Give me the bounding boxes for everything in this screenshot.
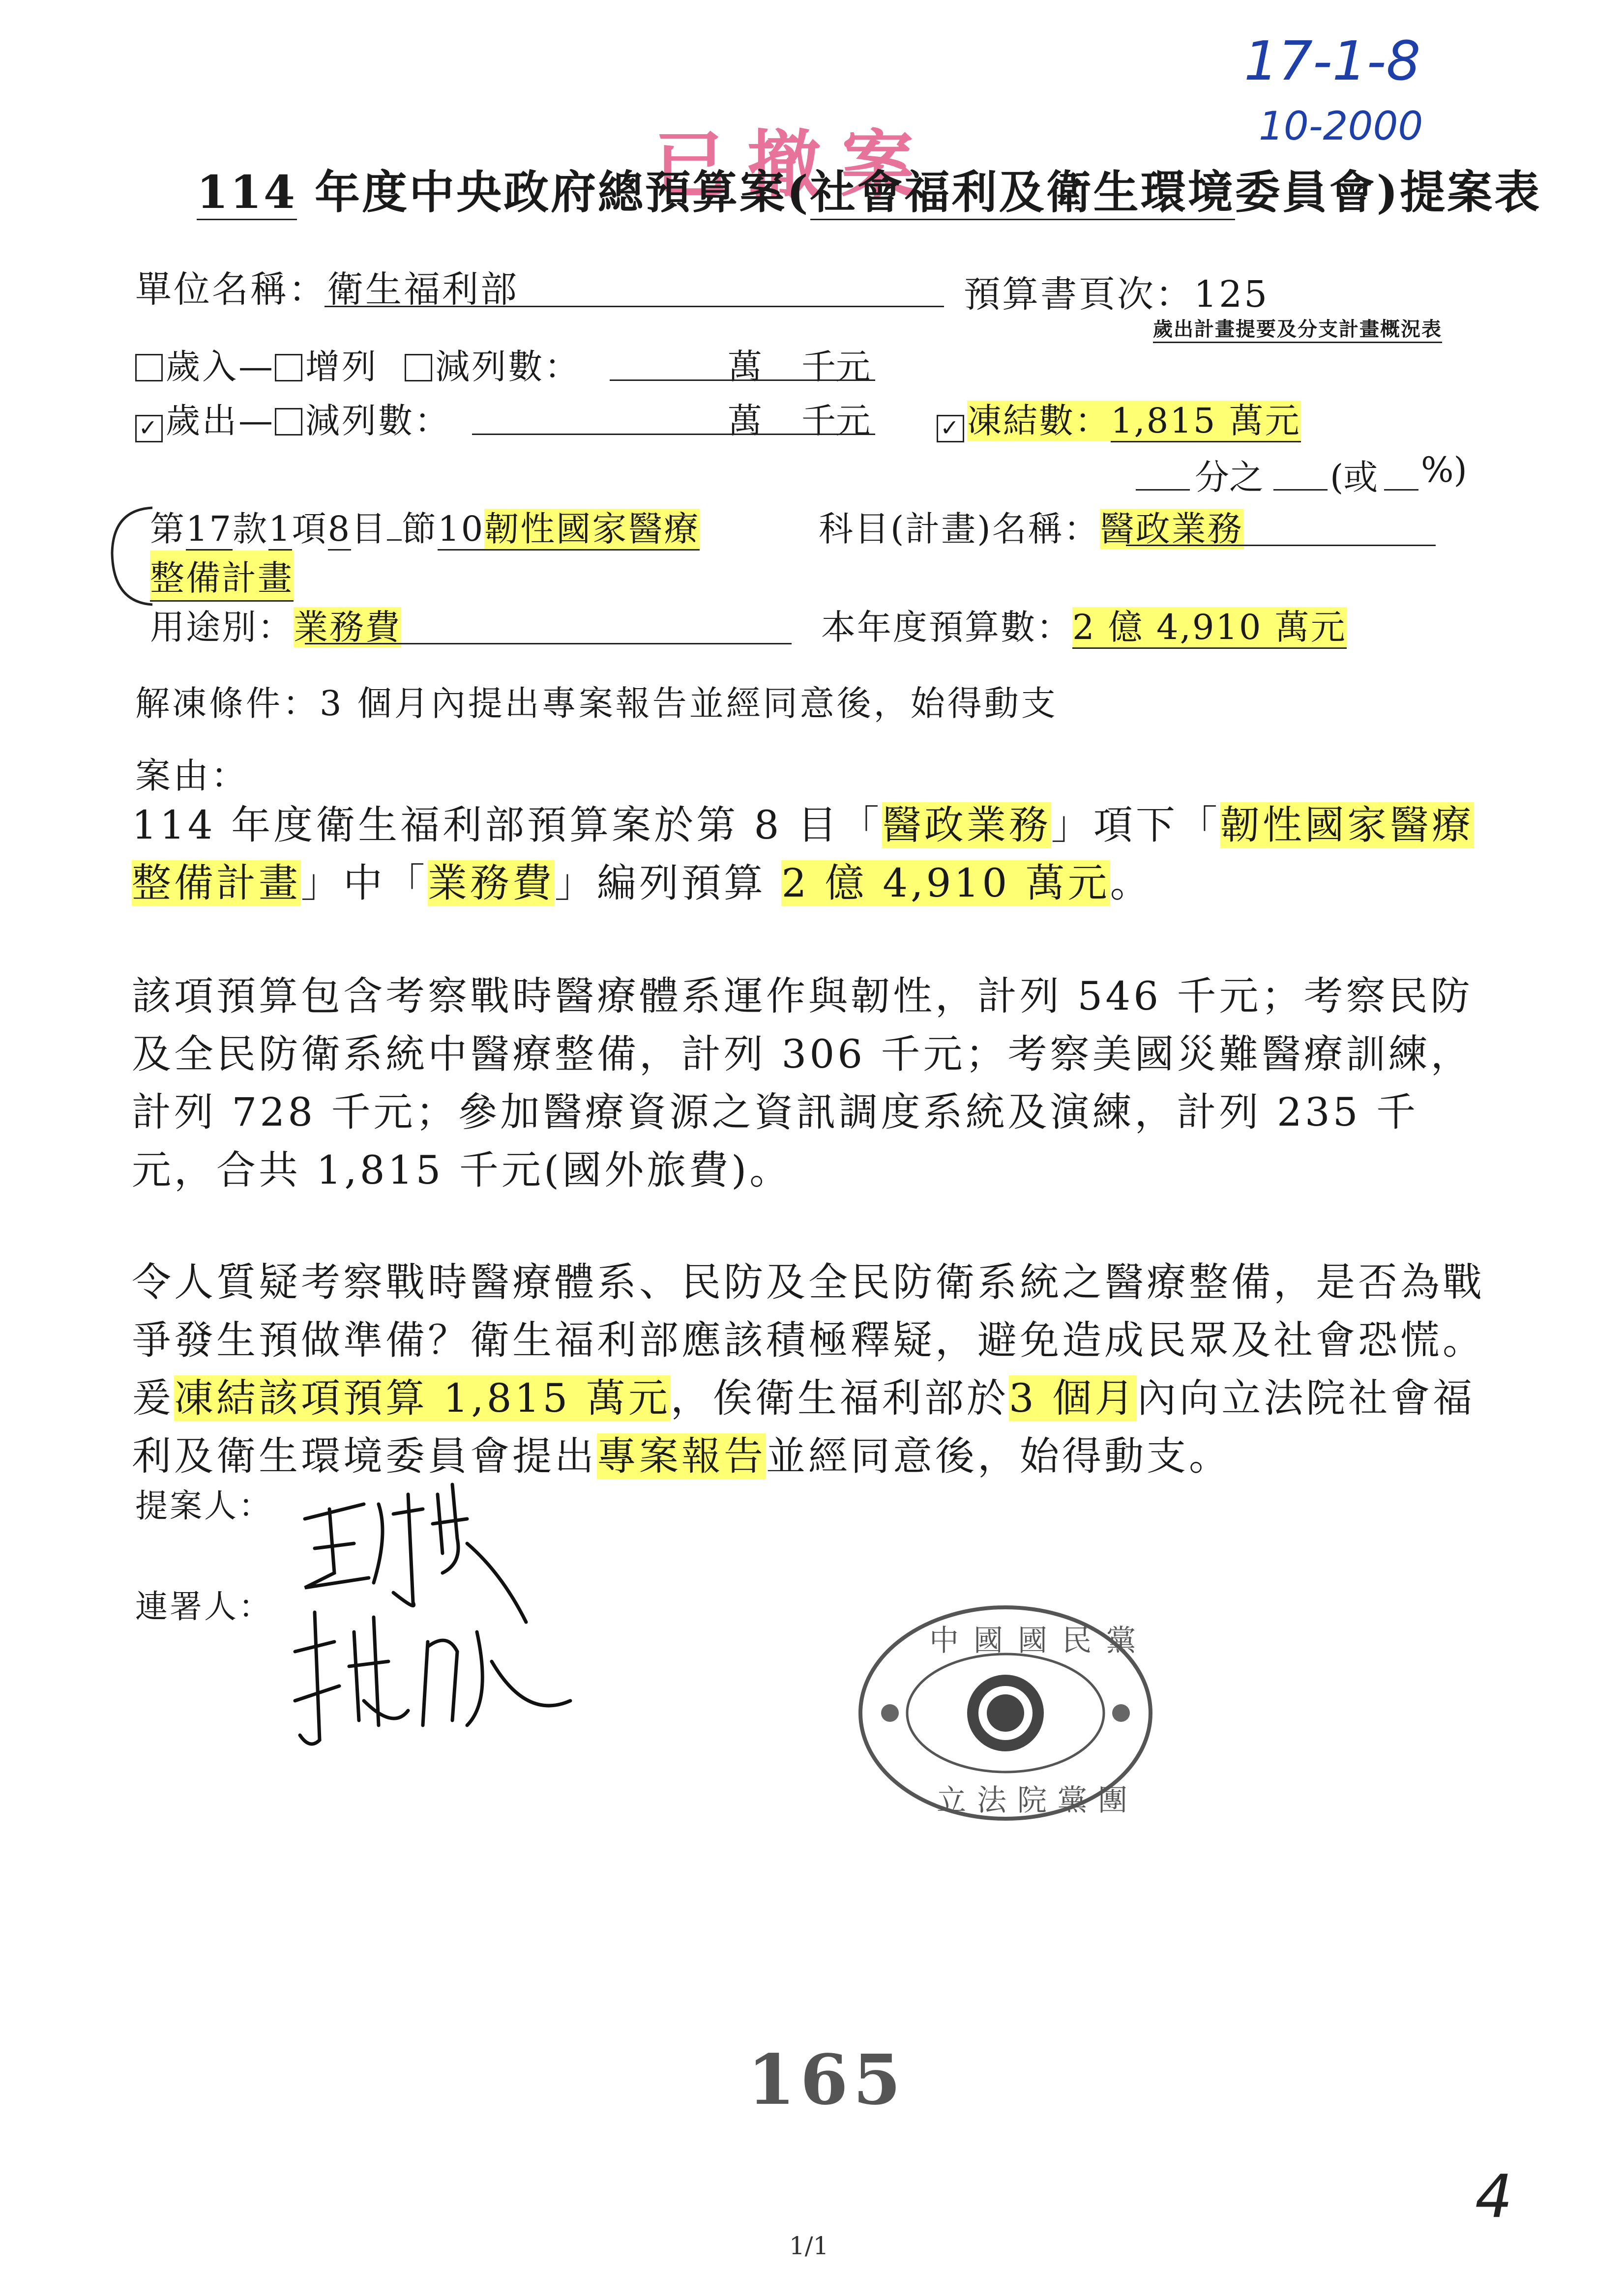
expense-checkbox: ✓ [135,415,163,442]
para-3: 令人質疑考察戰時醫療體系、民防及全民防衛系統之醫療整備，是否為戰爭發生預做準備？衛生福利部應該積極釋疑，避免造成民眾及社會恐慌。爰凍結該項預算 1,815 萬元，俟衛生福利部於3 個月內向立法院社會福利及衛生環境委員會提出專案報告並經同意後，始得動支。 [132,1259,1485,1479]
fraction-line-2 [1273,489,1328,491]
fraction-pct: %) [1421,450,1467,490]
para-2: 該項預算包含考察戰時醫療體系運作與韌性，計列 546 千元；考察民防及全民防衛系統中醫療整備，計列 306 千元；考察美國災難醫療訓練，計列 728 千元；參加醫療資源之資訊調度系統及演練，計列 235 千元，合共 1,815 千元(國外旅費)。 [132,973,1473,1193]
page-title [197,156,1541,221]
unfreeze-condition: 解凍條件：3 個月內提出專案報告並經同意後，始得動支 [135,683,1058,724]
unit-line [325,306,944,307]
unit-value: 衛生福利部 [327,268,519,311]
party-seal [856,1602,1155,1824]
decrease-expense-checkbox [275,408,302,436]
corner-mark: 4 [1475,2163,1513,2231]
income-checkbox [135,354,163,381]
page-number-stamp: 165 [747,2040,906,2121]
expense-wan: 萬 [728,401,762,441]
income-row: 歲入— 增列 減列數： [135,339,581,389]
program-b: 整備計畫 [150,551,294,602]
page-note: 歲出計畫提要及分支計畫概況表 [1153,314,1442,343]
handwritten-time: 10-2000 [1259,103,1423,149]
usage-line [305,643,792,644]
fraction-line-1 [1136,489,1190,491]
footer-page: 1/1 [789,2232,829,2260]
unit-label: 單位名稱： [135,268,327,311]
handwritten-date: 17-1-8 [1244,29,1421,92]
reason-label: 案由： [135,755,249,796]
seal-bottom-text: 立法院黨團 [937,1783,1138,1818]
title-year: 114 [197,166,297,220]
freeze-row: ✓ 凍結數：1,815 萬元 [937,393,1301,443]
fraction-fen: 分之 [1195,457,1264,497]
proposer-label: 提案人： [135,1487,273,1525]
fraction-or: (或 [1330,457,1378,497]
freeze-checkbox: ✓ [937,415,964,442]
para-1: 114 年度衛生福利部預算案於第 8 目「醫政業務」項下「韌性國家醫療整備計畫」中「業務費」編列預算 2 億 4,910 萬元。 [132,802,1474,906]
income-qian: 千元 [801,347,870,387]
expense-qian: 千元 [801,401,870,441]
usage-row: 用途別：業務費 [150,607,401,647]
unit-row [135,261,519,313]
subject-line [1126,545,1436,546]
decrease-income-checkbox [405,354,432,381]
income-wan: 萬 [728,347,762,387]
cosigner-signature [280,1602,585,1765]
expense-line [472,434,875,435]
title-post: 委員會)提案表 [1235,166,1542,219]
title-pre: 年度中央政府總預算案( [297,166,810,219]
income-line [610,379,875,381]
page-value: 125 [1194,273,1270,316]
expense-row: ✓ 歲出— 減列數： [135,393,451,443]
page-row [964,265,1269,318]
increase-checkbox [275,354,302,381]
title-committee: 社會福利及衛生環境 [810,166,1235,220]
fraction-line-3 [1384,489,1418,491]
item-row: 第17款1項8目 節10韌性國家醫療 [150,501,700,551]
subject-row: 科目(計畫)名稱：醫政業務 [819,509,1243,549]
seal-top-text: 中國國民黨 [929,1624,1151,1658]
cosigner-label: 連署人： [135,1588,273,1626]
bracket-mark [103,504,157,610]
page-label: 預算書頁次： [964,273,1194,316]
withdrawn-stamp: 已撤案 [654,122,935,208]
budget-row: 本年度預算數：2 億 4,910 萬元 [821,600,1347,649]
